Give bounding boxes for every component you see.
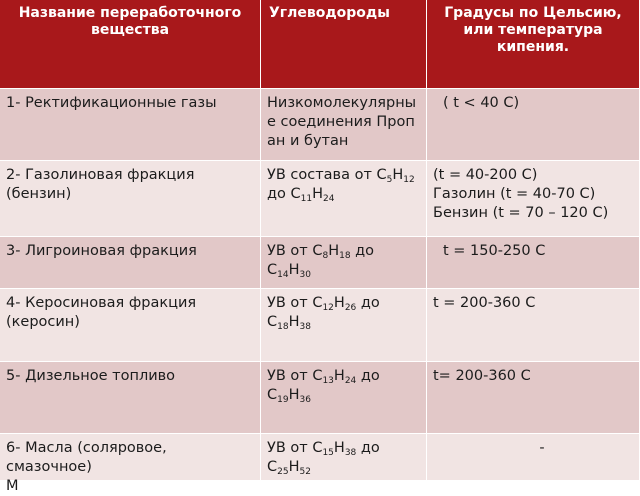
row6-name xyxy=(0,434,261,494)
row4-hydro-prefix: УВ от xyxy=(267,295,313,311)
row5-hydrocarbons xyxy=(261,362,427,434)
row4-name: 4- Керосиновая фракция (керосин) xyxy=(0,289,261,362)
row3-name: 3- Лигроиновая фракция xyxy=(0,237,261,289)
row2-temp-range: (t = 40-200 С) xyxy=(433,167,538,183)
row5-formula-from: $С_{13}Н_{24}$ xyxy=(312,368,357,386)
row2-temp-gasoline: Газолин (t = 40-70 С) xyxy=(433,186,596,202)
row1-name: 1- Ректификационные газы xyxy=(0,89,261,161)
row1-hydrocarbons: Низкомолекулярные соединения Пропан и бутан xyxy=(261,89,427,161)
row5-hydro-prefix: УВ от xyxy=(267,368,313,384)
row5-name: 5- Дизельное топливо xyxy=(0,362,261,434)
header-substance-name: Название перерaботочного вещества xyxy=(0,0,261,89)
row4-hydro-mid: до xyxy=(356,295,380,311)
row6-name-cut: М xyxy=(6,478,19,494)
row5-formula-to: $С_{19}Н_{36}$ xyxy=(267,387,311,405)
row6-formula-from: $С_{15}Н_{38}$ xyxy=(312,440,357,458)
row5-temperature: t= 200-360 С xyxy=(427,362,640,434)
row3-hydrocarbons xyxy=(261,237,427,289)
row2-hydrocarbons xyxy=(261,161,427,237)
row3-temperature: t = 150-250 С xyxy=(427,237,640,289)
row6-hydro-prefix: УВ от xyxy=(267,440,313,456)
row2-temperature xyxy=(427,161,640,237)
row6-formula-to: $С_{25}Н_{52}$ xyxy=(267,459,311,477)
row4-hydrocarbons xyxy=(261,289,427,362)
row3-hydro-mid: до xyxy=(350,243,375,259)
row5-hydro-mid: до xyxy=(356,368,380,384)
row4-formula-to: $С_{18}Н_{38}$ xyxy=(267,314,311,332)
row6-hydrocarbons xyxy=(261,434,427,480)
row6-hydro-mid: до xyxy=(356,440,380,456)
row6-name-text: 6- Масла (соляровое, смазочное) xyxy=(6,440,167,475)
row2-hydro-mid: до xyxy=(267,186,291,202)
row6-temperature: - xyxy=(427,434,640,480)
row2-name: 2- Газолиновая фракция (бензин) xyxy=(0,161,261,237)
row3-formula-from: $С_8Н_{18}$ xyxy=(312,243,351,261)
row2-temp-benzine: Бензин (t = 70 – 120 С) xyxy=(433,205,609,221)
header-boiling-temperature: Градусы по Цельсию, или температура кипения. xyxy=(427,0,640,89)
row4-temperature: t = 200-360 С xyxy=(427,289,640,362)
row3-hydro-prefix: УВ от xyxy=(267,243,313,259)
row3-formula-to: $С_{14}Н_{30}$ xyxy=(267,262,311,280)
row2-hydro-prefix: УВ состава от xyxy=(267,167,377,183)
row2-formula-from: $С_5Н_{12}$ xyxy=(376,167,415,185)
header-hydrocarbons: Углеводороды xyxy=(261,0,427,89)
row1-temperature: ( t < 40 С) xyxy=(427,89,640,161)
row2-formula-to: $С_{11}Н_{24}$ xyxy=(290,186,335,204)
row4-formula-from: $С_{12}Н_{26}$ xyxy=(312,295,357,313)
